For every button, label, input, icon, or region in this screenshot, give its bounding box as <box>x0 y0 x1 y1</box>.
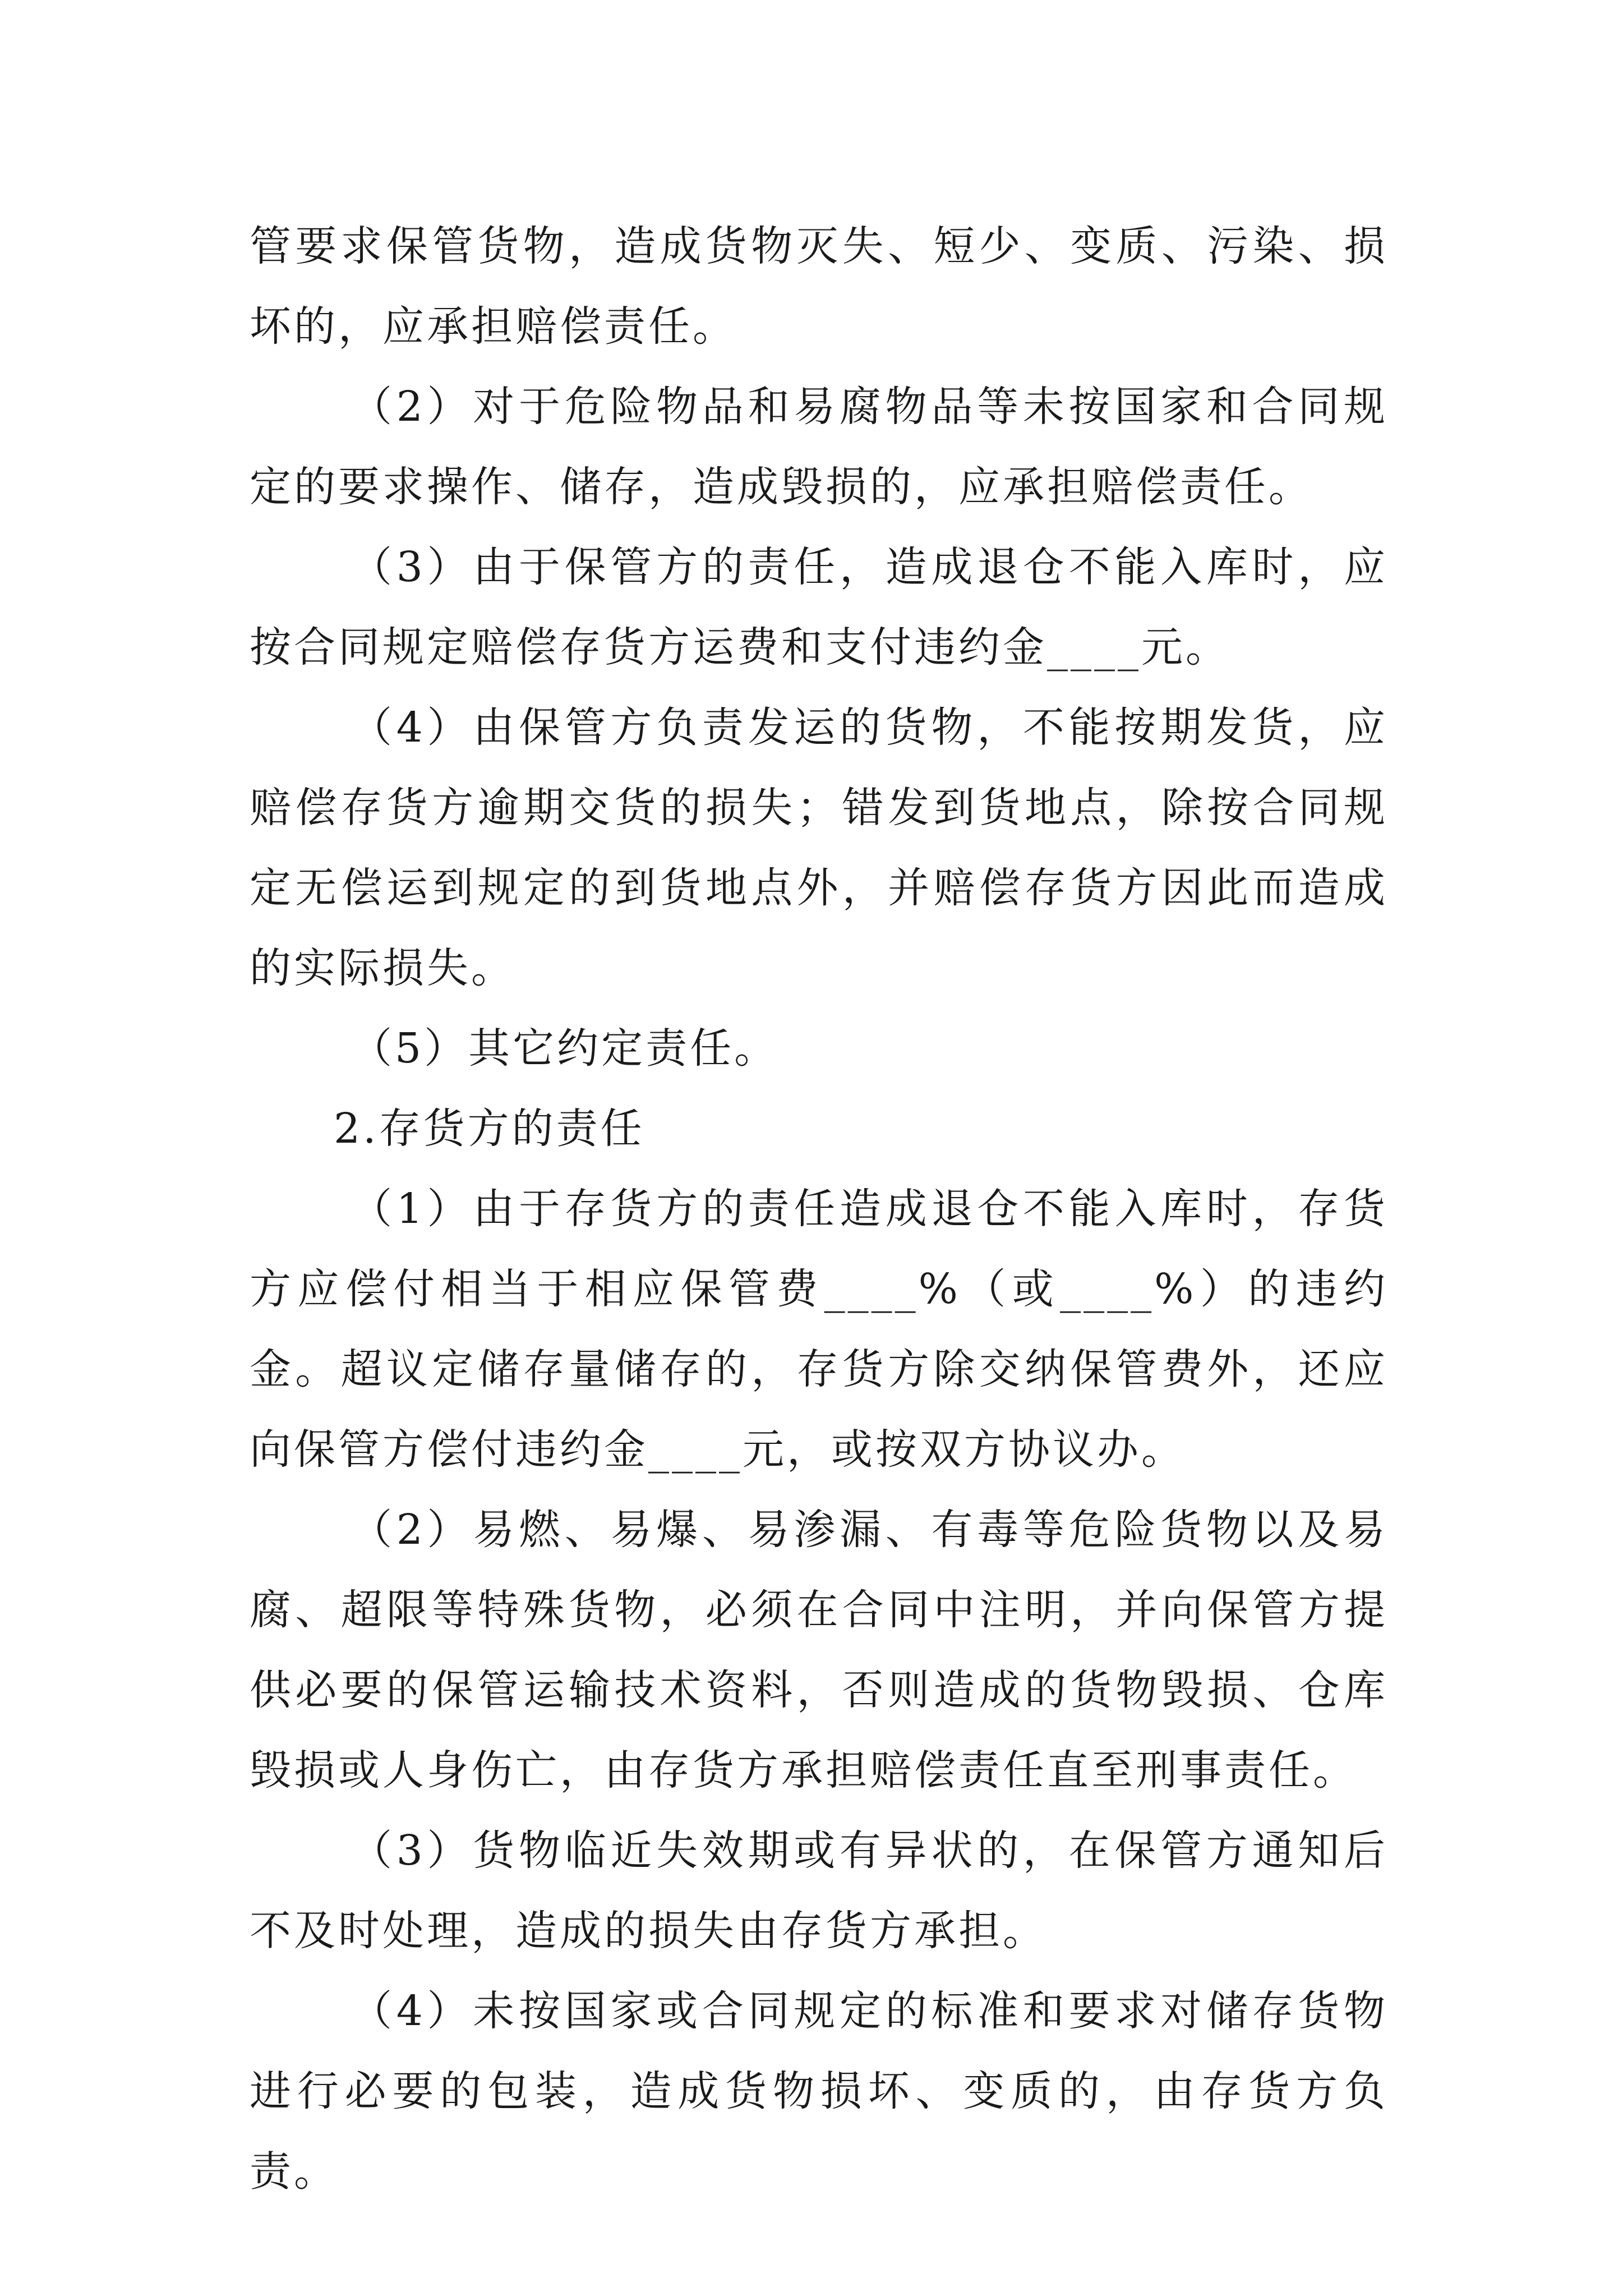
paragraph-item-2-1: （1）由于存货方的责任造成退仓不能入库时，存货方应偿付相当于相应保管费____%（或____%）的违约金。超议定储存量储存的，存货方除交纳保管费外，还应向保管方偿付违约金____元，或按双方协议办。 <box>250 1185 1388 1474</box>
paragraph-item-2-4: （4）未按国家或合同规定的标准和要求对储存货物进行必要的包装，造成货物损坏、变质的，由存货方负责。 <box>250 1987 1388 2196</box>
paragraph-item-1-3: （3）由于保管方的责任，造成退仓不能入库时，应按合同规定赔偿存货方运费和支付违约金____元。 <box>250 543 1388 671</box>
section-heading-depositor-duties: 2.存货方的责任 <box>334 1105 645 1153</box>
document-body <box>250 206 1388 2212</box>
paragraph-item-1-4: （4）由保管方负责发运的货物，不能按期发货，应赔偿存货方逾期交货的损失；错发到货地点，除按合同规定无偿运到规定的到货地点外，并赔偿存货方因此而造成的实际损失。 <box>250 703 1388 992</box>
paragraph-continuation: 管要求保管货物，造成货物灭失、短少、变质、污染、损坏的，应承担赔偿责任。 <box>250 222 1388 351</box>
paragraph-item-1-5: （5）其它约定责任。 <box>351 1024 779 1073</box>
paragraph-item-2-3: （3）货物临近失效期或有异状的，在保管方通知后不及时处理，造成的损失由存货方承担。 <box>250 1826 1388 1955</box>
paragraph-item-2-2: （2）易燃、易爆、易渗漏、有毒等危险货物以及易腐、超限等特殊货物，必须在合同中注明，并向保管方提供必要的保管运输技术资料，否则造成的货物毁损、仓库毁损或人身伤亡，由存货方承担赔偿责任直至刑事责任。 <box>250 1506 1388 1795</box>
paragraph-item-1-2: （2）对于危险物品和易腐物品等未按国家和合同规定的要求操作、储存，造成毁损的，应承担赔偿责任。 <box>250 383 1388 511</box>
